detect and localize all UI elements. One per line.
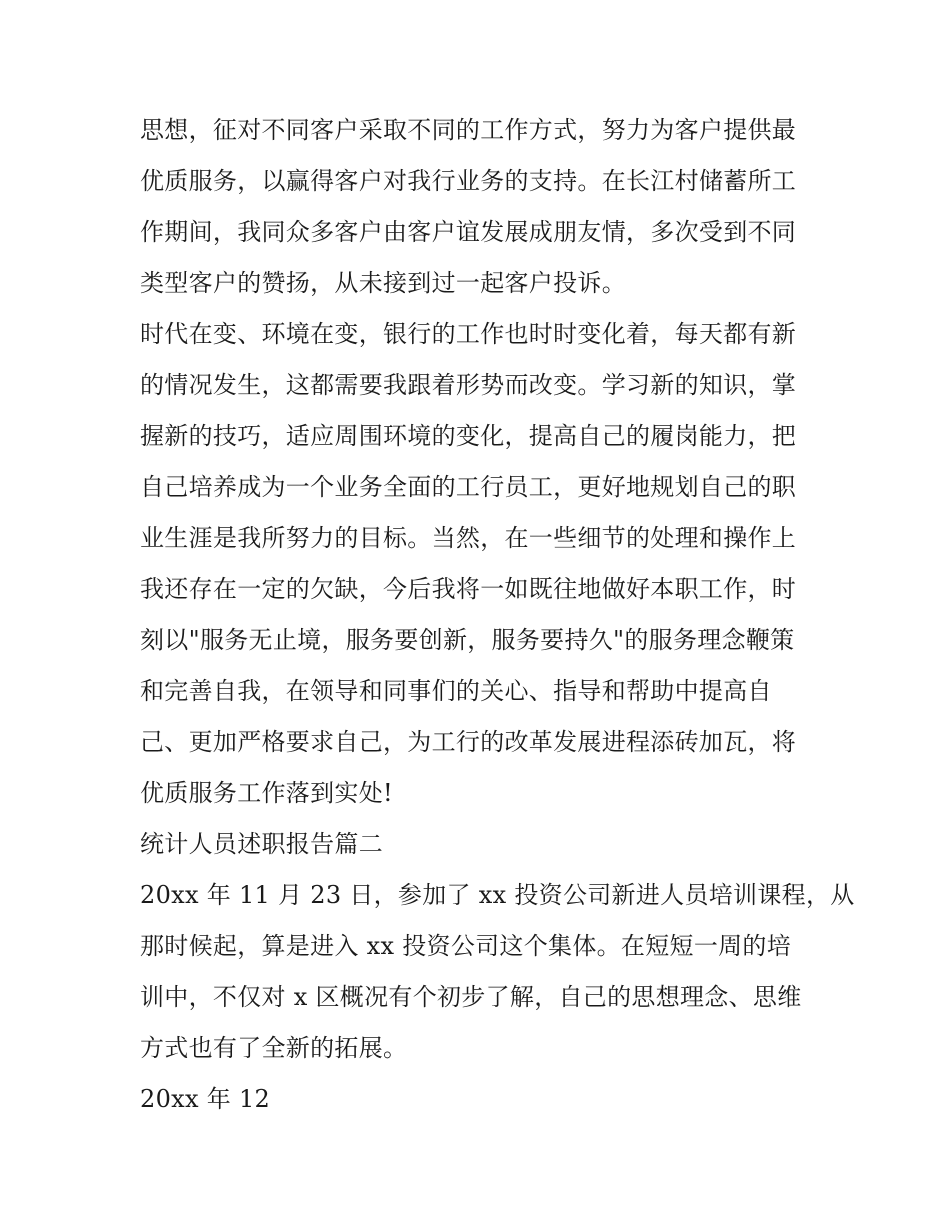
text-line: 方式也有了全新的拓展。 [140, 1034, 408, 1062]
text-line: 的情况发生，这都需要我跟着形势而改变。学习新的知识，掌 [140, 371, 797, 399]
text-line: 20xx 年 12 [140, 1085, 271, 1113]
text-line: 思想，征对不同客户采取不同的工作方式，努力为客户提供最 [140, 116, 797, 144]
text-line: 时代在变、环境在变，银行的工作也时时变化着，每天都有新 [140, 320, 797, 348]
text-line: 我还存在一定的欠缺，今后我将一如既往地做好本职工作，时 [140, 575, 797, 603]
text-line: 业生涯是我所努力的目标。当然，在一些细节的处理和操作上 [140, 524, 797, 552]
section-heading: 统计人员述职报告篇二 [140, 830, 383, 858]
text-line: 那时候起，算是进入 xx 投资公司这个集体。在短短一周的培 [140, 932, 792, 960]
text-line: 和完善自我，在领导和同事们的关心、指导和帮助中提高自 [140, 677, 772, 705]
text-line: 己、更加严格要求自己，为工行的改革发展进程添砖加瓦，将 [140, 728, 797, 756]
text-line: 自己培养成为一个业务全面的工行员工，更好地规划自己的职 [140, 473, 797, 501]
text-line: 握新的技巧，适应周围环境的变化，提高自己的履岗能力，把 [140, 422, 797, 450]
text-line: 20xx 年 11 月 23 日，参加了 xx 投资公司新进人员培训课程，从 [140, 881, 855, 909]
text-line: 训中，不仅对 x 区概况有个初步了解，自己的思想理念、思维 [140, 983, 802, 1011]
text-line: 作期间，我同众多客户由客户谊发展成朋友情，多次受到不同 [140, 218, 797, 246]
text-line: 刻以"服务无止境，服务要创新，服务要持久"的服务理念鞭策 [140, 626, 795, 654]
text-line: 类型客户的赞扬，从未接到过一起客户投诉。 [140, 269, 626, 297]
text-line: 优质服务，以赢得客户对我行业务的支持。在长江村储蓄所工 [140, 167, 797, 195]
text-line: 优质服务工作落到实处! [140, 779, 393, 807]
